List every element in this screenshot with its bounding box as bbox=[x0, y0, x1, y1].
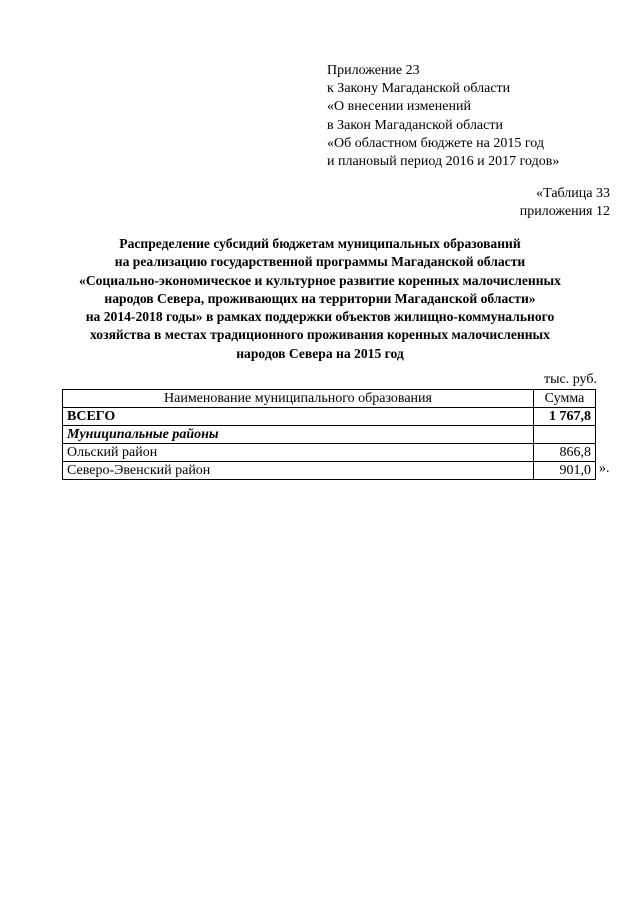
closing-quote: ». bbox=[599, 461, 610, 476]
group-sum bbox=[534, 426, 596, 444]
row-name: Северо-Эвенский район bbox=[63, 462, 534, 480]
title-line: народов Севера, проживающих на территории Магаданской области» bbox=[104, 290, 536, 306]
table-row bbox=[63, 462, 596, 480]
table-reference bbox=[520, 185, 610, 221]
appendix-line: и плановый период 2016 и 2017 годов» bbox=[327, 154, 560, 170]
table-row bbox=[63, 444, 596, 462]
appendix-line: Приложение 23 bbox=[327, 63, 420, 78]
table-ref-line: приложения 12 bbox=[519, 204, 610, 219]
units-label: тыс. руб. bbox=[544, 372, 597, 387]
appendix-block bbox=[327, 62, 559, 171]
total-name: ВСЕГО bbox=[63, 408, 534, 426]
document-title bbox=[40, 235, 600, 363]
title-line: народов Севера на 2015 год bbox=[236, 345, 404, 361]
row-sum: 901,0 bbox=[534, 462, 596, 480]
table-row-group bbox=[63, 426, 596, 444]
title-line: на 2014-2018 годы» в рамках поддержки объектов жилищно-коммунального bbox=[85, 309, 555, 325]
group-name: Муниципальные районы bbox=[63, 426, 534, 444]
row-name: Ольский район bbox=[63, 444, 534, 462]
header-name: Наименование муниципального образования bbox=[63, 390, 534, 408]
header-sum: Сумма bbox=[534, 390, 596, 408]
appendix-line: «О внесении изменений bbox=[327, 99, 471, 115]
title-line: «Социально-экономическое и культурное развитие коренных малочисленных bbox=[79, 272, 561, 288]
table-row-total bbox=[63, 408, 596, 426]
title-line: хозяйства в местах традиционного проживания коренных малочисленных bbox=[90, 327, 550, 343]
table-header-row bbox=[63, 390, 596, 408]
title-line: на реализацию государственной программы Магаданской области bbox=[114, 254, 526, 270]
title-line: Распределение субсидий бюджетам муниципальных образований bbox=[119, 236, 521, 251]
subsidy-table bbox=[62, 389, 596, 480]
table-ref-line: «Таблица 33 bbox=[536, 186, 610, 201]
total-sum: 1 767,8 bbox=[534, 408, 596, 426]
appendix-line: к Закону Магаданской области bbox=[327, 81, 511, 97]
appendix-line: в Закон Магаданской области bbox=[327, 117, 503, 133]
appendix-line: «Об областном бюджете на 2015 год bbox=[327, 135, 544, 151]
row-sum: 866,8 bbox=[534, 444, 596, 462]
